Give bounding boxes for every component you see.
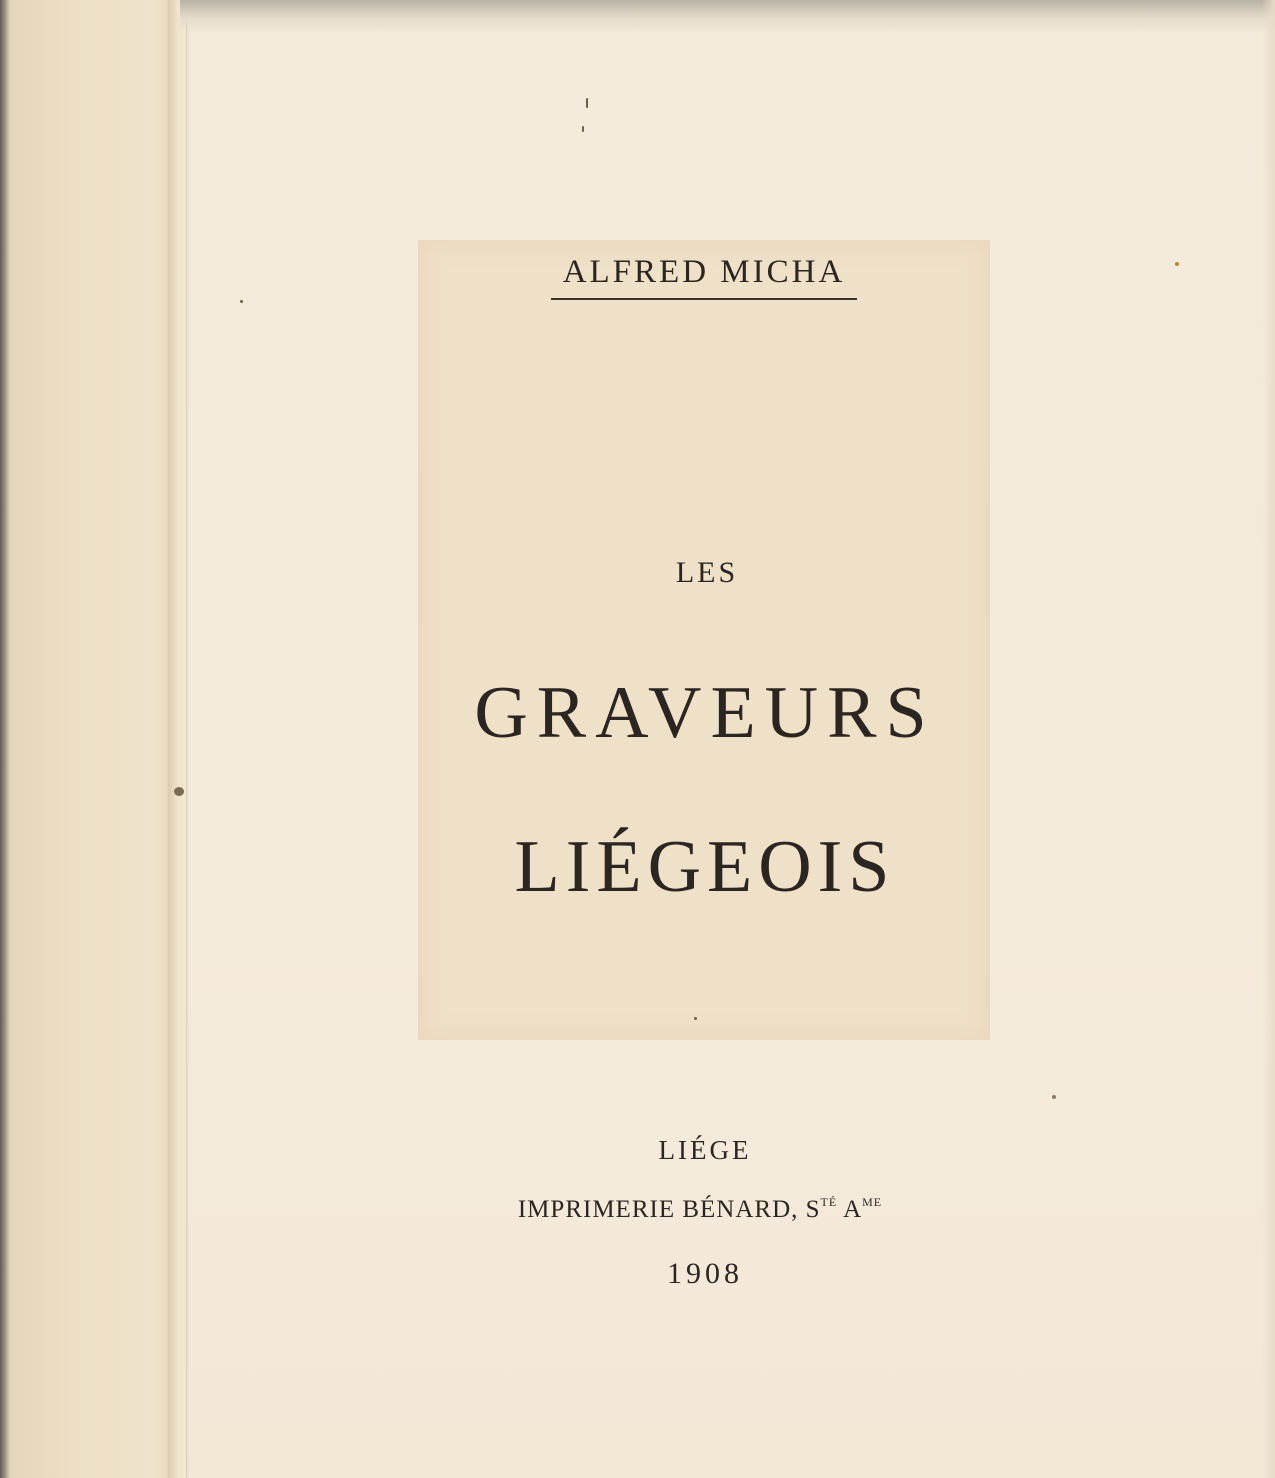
author-name: ALFRED MICHA [551, 252, 857, 300]
title-line-les: LES [675, 556, 739, 589]
imprint-year: 1908 [667, 1257, 743, 1290]
imprint-printer [480, 1193, 920, 1227]
paper-speck [240, 300, 243, 303]
title-line-liegeois: LIÉGEOIS [514, 826, 896, 908]
top-page-fold [180, 0, 1275, 34]
plate-mark-area [418, 240, 990, 1040]
paper-speck [1175, 262, 1179, 266]
paper-speck [582, 126, 584, 132]
printer-name: IMPRIMERIE BÉNARD, S [517, 1196, 821, 1223]
facing-left-page [0, 0, 178, 1478]
left-edge-shadow [0, 0, 10, 1478]
paper-speck [586, 98, 588, 108]
imprint-city: LIÉGE [658, 1135, 752, 1165]
paper-speck [1052, 1095, 1056, 1099]
right-page-edge [1262, 0, 1275, 1478]
printer-abbrev-ame: ME [862, 1195, 883, 1209]
printer-abbrev-a: A [837, 1196, 863, 1223]
title-line-graveurs: GRAVEURS [474, 672, 936, 754]
paper-speck [694, 1017, 697, 1020]
printer-abbrev-ste: TÉ [820, 1195, 838, 1209]
spine-gutter [168, 0, 186, 1478]
paper-speck [174, 787, 184, 796]
